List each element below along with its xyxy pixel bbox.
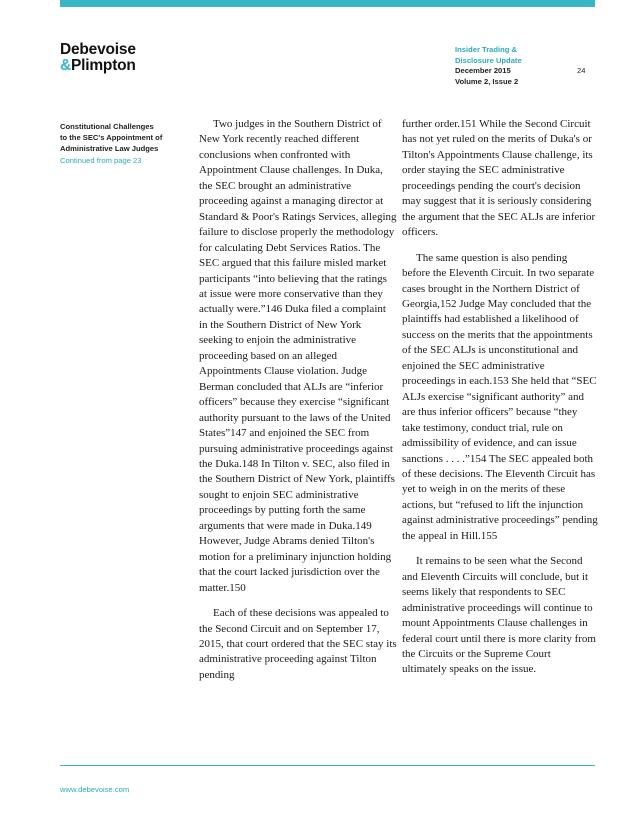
publication-title-line1: Insider Trading & bbox=[455, 45, 518, 54]
logo-plimpton: Plimpton bbox=[71, 57, 136, 74]
page-number: 24 bbox=[577, 66, 586, 75]
paragraph-appeal: Each of these decisions was appealed to the Second Circuit and on September 17, 2015, that court ordered that the SEC stay its administrative proceeding against Tilton pending bbox=[199, 607, 397, 681]
publication-info bbox=[455, 45, 522, 87]
paragraph-eleventh-circuit: The same question is also pending before the Eleventh Circuit. In two separate cases brought in the Northern District of Georgia,152 Judge May concluded that the plaintiffs had established a likelihood of success on the merits that the appointments of the SEC ALJs is unconstitutional and enjoined the SEC administrative proceedings in each.153 She held that “SEC ALJs exercise “significant authority” and are thus inferior officers” because “they take testimony, conduct trial, rule on admissibility of evidence, and can issue sanctions . . . .”154 The SEC appealed both of these decisions. The Eleventh Circuit has yet to weigh in on the merits of these actions, but “refused to lift the injunction against administrative proceedings” pending the appeal in Hill.155 bbox=[402, 251, 598, 542]
section-sidebar bbox=[60, 121, 195, 166]
section-title-line2: to the SEC's Appointment of bbox=[60, 133, 163, 143]
paragraph-second-circuit: further order.151 While the Second Circuit has not yet ruled on the merits of Duka's or Tilton's Appointments Clause challenge, its order staying the SEC administrative proceedings pending the court's decision may suggest that it is seriously considering the argument that the SEC ALJs are inferior officers. bbox=[402, 118, 596, 239]
top-accent-bar bbox=[60, 0, 595, 7]
body-column-2 bbox=[402, 117, 598, 688]
paragraph-duka-tilton: Two judges in the Southern District of New York recently reached different conclusions when confronted with Appointment Clause challenges. In Duka, the SEC brought an administrative proceeding against a managing director at Standard & Poor's Ratings Services, alleging failure to disclose properly the methodology for calculating Debt Services Ratios. The SEC argued that this failure misled market participants “into believing that the ratings at issue were more conservative than they actually were.”146 Duka filed a complaint in the Southern District of New York seeking to enjoin the administrative proceeding based on an alleged Appointments Clause violation. Judge Berman concluded that ALJs are “inferior officers” because they exercise “significant authority pursuant to the laws of the United States”147 and enjoined the SEC from pursuing administrative proceedings against the Duka.148 In Tilton v. SEC, also filed in the Southern District of New York, plaintiffs sought to enjoin SEC administrative proceedings by putting forth the same arguments that were made in Duka.149 However, Judge Abrams denied Tilton's motion for a preliminary injunction holding that the court lacked jurisdiction over the matter.150 bbox=[199, 118, 397, 594]
logo-ampersand: & bbox=[60, 57, 71, 74]
publication-date: December 2015 bbox=[455, 66, 511, 76]
section-title-line1: Constitutional Challenges bbox=[60, 122, 154, 131]
footer-website-link[interactable]: www.debevoise.com bbox=[60, 785, 130, 794]
logo-line-2 bbox=[60, 58, 136, 74]
body-column-1 bbox=[199, 117, 397, 693]
continued-from-link[interactable]: Continued from page 23 bbox=[60, 155, 142, 165]
publication-volume: Volume 2, Issue 2 bbox=[455, 76, 519, 86]
publication-title-line2: Disclosure Update bbox=[455, 55, 522, 65]
section-title-line3: Administrative Law Judges bbox=[60, 144, 159, 154]
paragraph-conclusion: It remains to be seen what the Second and Eleventh Circuits will conclude, but it seems likely that respondents to SEC administrative proceedings will continue to mount Appointments Clause challenges in federal court until there is more clarity from the Circuits or the Supreme Court ultimately speaks on the issue. bbox=[402, 555, 596, 676]
footer-divider bbox=[60, 765, 595, 766]
logo-line-1: Debevoise bbox=[60, 41, 136, 58]
debevoise-logo bbox=[60, 42, 136, 74]
